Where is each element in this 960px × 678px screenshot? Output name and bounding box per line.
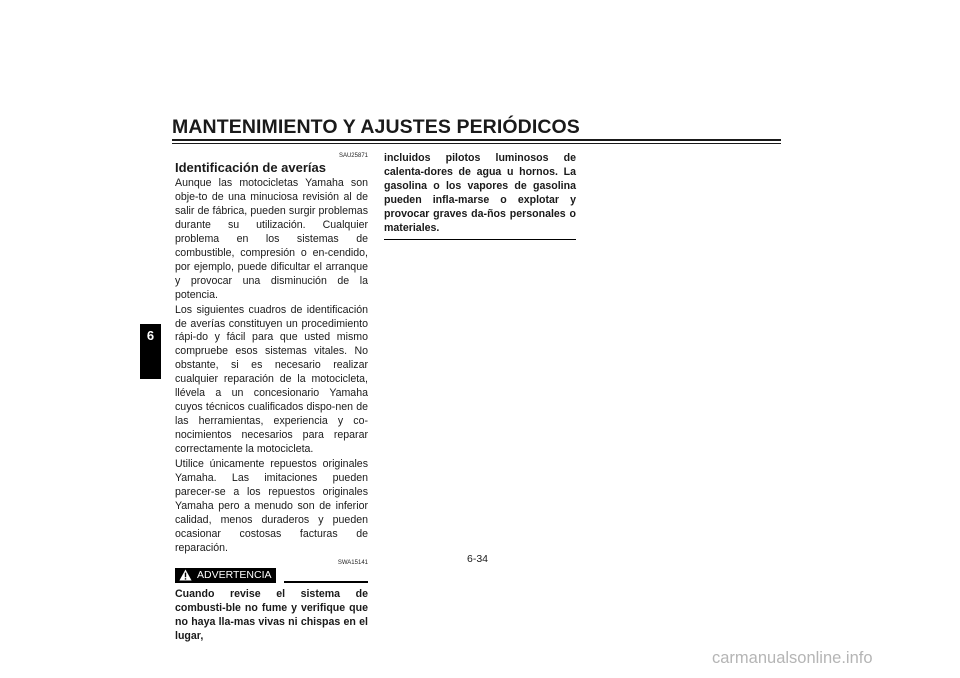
page-title: MANTENIMIENTO Y AJUSTES PERIÓDICOS: [172, 116, 580, 138]
section-heading: Identificación de averías: [175, 160, 327, 175]
warning-text-part1: Cuando revise el sistema de combusti-ble no fume y verifique que no haya lla-mas vivas ni chispas en el lugar,: [175, 587, 368, 642]
warning-text-part2: incluidos pilotos luminosos de calenta-dores de agua u hornos. La gasolina o los vapores de gasolina pueden infla-marse o explotar y provocar graves da-ños personales o materiales.: [384, 152, 576, 234]
title-rule-thick: [172, 139, 781, 141]
warning-rule: [284, 581, 369, 583]
page-number: 6-34: [467, 553, 489, 565]
warning-end-rule: [384, 239, 576, 241]
warning-header: [175, 568, 368, 583]
paragraph: Los siguientes cuadros de identificación de averías constituyen un procedimiento rápi-do y fácil para que usted mismo compruebe esos sistemas vitales. No obstante, si es necesario realizar cualquier reparación de la motocicleta, llévela a un concesionario Yamaha cuyos técnicos cualificados dispo-nen de las herramientas, experiencia y co-nocimientos necesarios para reparar correctamente la motocicleta.: [175, 303, 368, 456]
chapter-tab-number: 6: [146, 328, 155, 343]
warning-code: SWA15141: [337, 559, 368, 566]
title-rule-thin: [172, 143, 781, 144]
section-code: SAU25871: [338, 153, 368, 159]
warning-badge: [175, 568, 276, 583]
chapter-tab: [140, 324, 161, 379]
warning-label: ADVERTENCIA: [197, 568, 272, 581]
watermark: carmanualsonline.info: [712, 649, 873, 667]
paragraph: Aunque las motocicletas Yamaha son obje-to de una minuciosa revisión al de salir de fábrica, pueden surgir problemas durante su utilización. Cualquier problema en los sistemas de combustible, compresión o en-cendido, por ejemplo, puede dificultar el arranque y provocar una disminución de la potencia.: [175, 177, 368, 301]
warning-triangle-icon: [179, 569, 192, 581]
paragraph: Utilice únicamente repuestos originales Yamaha. Las imitaciones pueden parecer-se a los repuestos originales Yamaha pero a menudo son de inferior calidad, menos duraderos y pueden ocasionar costosas facturas de reparación.: [175, 458, 368, 554]
column-left: [175, 153, 368, 644]
column-right: [384, 152, 576, 240]
